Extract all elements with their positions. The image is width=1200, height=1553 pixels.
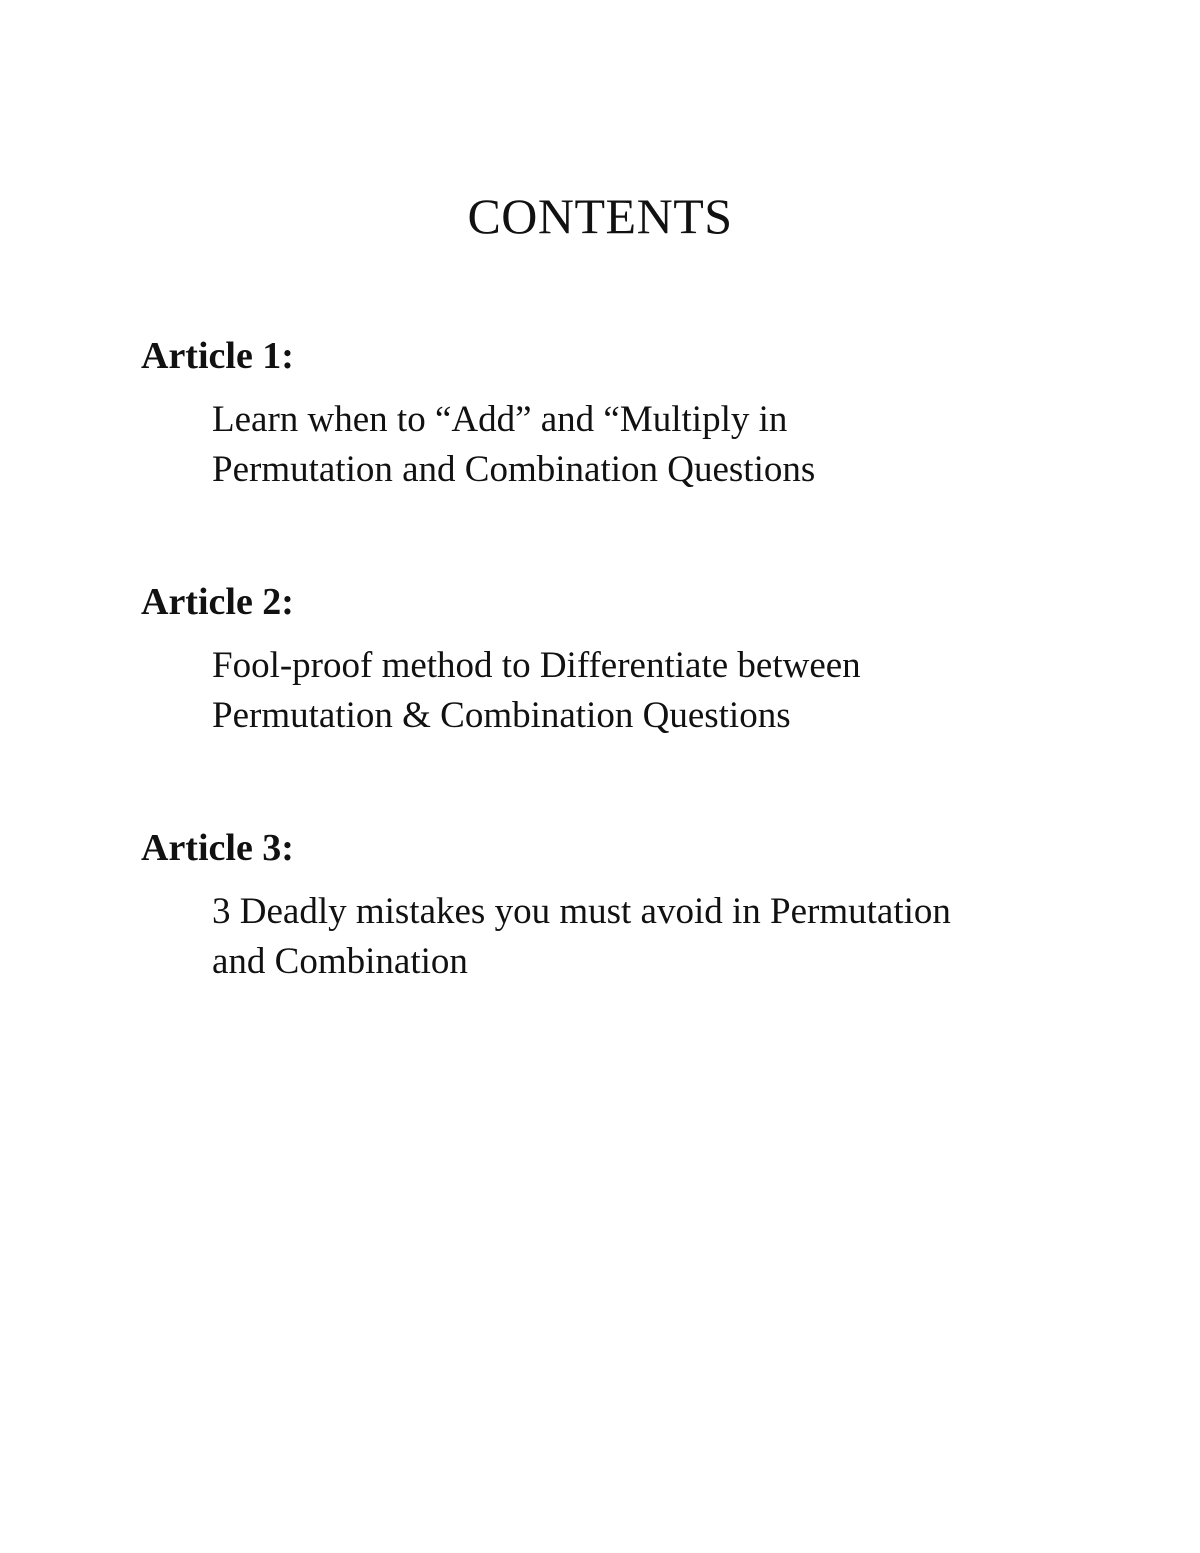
article-heading: Article 2: [141, 581, 294, 623]
page-title: CONTENTS [467, 188, 733, 244]
article-heading: Article 1: [141, 335, 294, 377]
article-entry-2 [141, 579, 1081, 741]
article-description [212, 395, 1081, 495]
article-description-line: Permutation and Combination Questions [212, 449, 816, 490]
article-description [212, 641, 1081, 741]
article-description-line: and Combination [212, 941, 468, 982]
article-description-line: 3 Deadly mistakes you must avoid in Permutation [212, 891, 951, 932]
article-entry-1 [141, 333, 1081, 495]
article-description [212, 887, 1081, 987]
article-description-line: Learn when to “Add” and “Multiply in [212, 399, 788, 440]
article-description-line: Permutation & Combination Questions [212, 695, 791, 736]
article-heading: Article 3: [141, 827, 294, 869]
article-description-line: Fool-proof method to Differentiate between [212, 645, 861, 686]
article-entry-3 [141, 825, 1081, 987]
